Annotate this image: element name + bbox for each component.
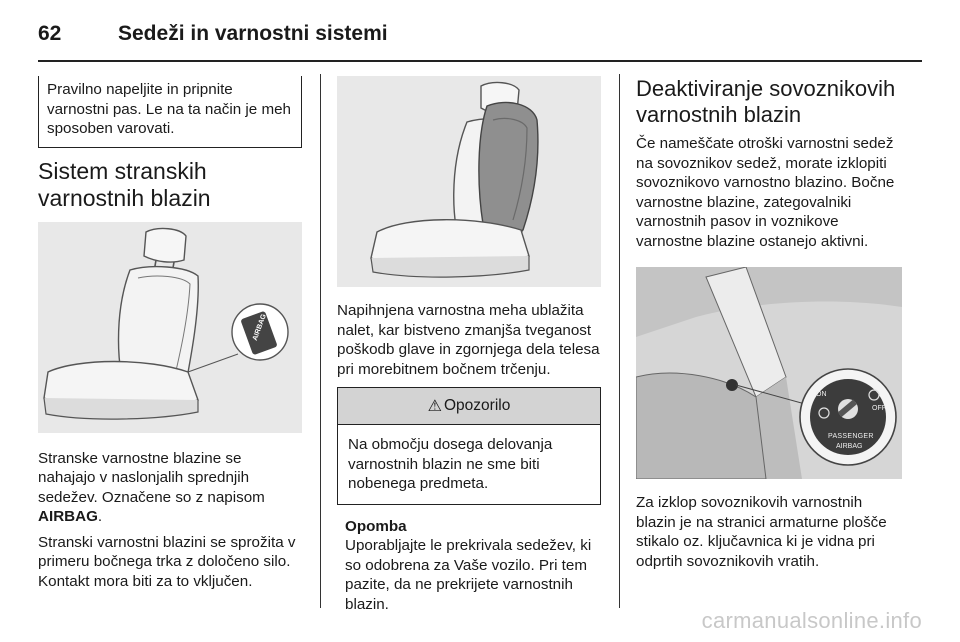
figure-side-airbag-seat [38, 222, 302, 433]
switch-location-paragraph: Za izklop sovoznikovih varnostnih blazin je na stranici armaturne plošče stikalo oz. ključavnica ki je vidna pri odprtih sovoznikovih vratih. [636, 494, 887, 570]
note-text: Uporabljajte le prekrivala sedežev, ki so odobrena za Vaše vozilo. Pri tem pazite, da ne prekrijete varnostnih blazin. [345, 537, 592, 613]
switch-airbag-label: AIRBAG [836, 443, 863, 450]
airbag-label-in-figure: AIRBAG [251, 312, 268, 342]
section-heading-deactivation: Deaktiviranje sovoznikovih varnostnih blazin [636, 76, 896, 127]
column-1 [38, 76, 302, 591]
warning-box [337, 387, 601, 505]
side-airbag-deploy-paragraph: Stranski varnostni blazini se sprožita v primeru bočnega trka z določeno silo. Kontakt mora biti za to vključen. [38, 533, 296, 590]
column-2 [337, 76, 601, 614]
section-heading-side-airbags: Sistem stranskih varnostnih blazin [38, 157, 211, 211]
note-box [38, 76, 302, 148]
airbag-bold-label: AIRBAG [38, 508, 98, 525]
switch-on-label: ON [816, 391, 827, 398]
chapter-title: Sedeži in varnostni sistemi [118, 22, 388, 45]
figure-seat-airbag-deployed [337, 76, 601, 287]
page-header [38, 14, 922, 60]
note-section [337, 505, 601, 615]
warning-text: Na območju dosega delovanja varnostnih blazin ne sme biti nobenega predmeta. [348, 436, 553, 492]
warning-header [338, 388, 600, 425]
warning-body [338, 425, 600, 504]
note-box-text: Pravilno napeljite in pripnite varnostni pas. Le na ta način je meh sposoben varovati. [47, 81, 291, 137]
figure-passenger-airbag-switch [636, 267, 902, 479]
side-airbag-location-paragraph: Stranske varnostne blazine se nahajajo v naslonjalih sprednjih sedežev. Označene so z napisom AIRBAG. [38, 449, 265, 525]
warning-title: Opozorilo [444, 397, 511, 414]
warning-triangle-icon: ⚠ [427, 398, 442, 415]
airbag-cushion-paragraph: Napihnjena varnostna meha ublažita nalet, kar bistveno zmanjša tveganost poškodb glave in zgornjega dela telesa pri morebitnem bočnem trčenju. [337, 302, 600, 378]
note-title: Opomba [345, 517, 407, 535]
watermark: carmanualsonline.info [701, 608, 922, 633]
page-number: 62 [38, 22, 62, 45]
column-divider-2 [619, 74, 620, 608]
column-3 [636, 76, 902, 571]
deployed-airbag-illustration [337, 76, 601, 287]
switch-off-label: OFF [872, 405, 886, 412]
switch-passenger-label: PASSENGER [828, 433, 874, 440]
column-divider-1 [320, 74, 321, 608]
header-rule [38, 60, 922, 62]
deactivation-paragraph: Če nameščate otroški varnostni sedež na sovoznikov sedež, morate izklopiti sovoznikovo varnostno blazino. Bočne varnostne blazine, zategovalniki varnostnih pasov in voznikove varnostne blazine ostanejo aktivni. [636, 135, 895, 250]
